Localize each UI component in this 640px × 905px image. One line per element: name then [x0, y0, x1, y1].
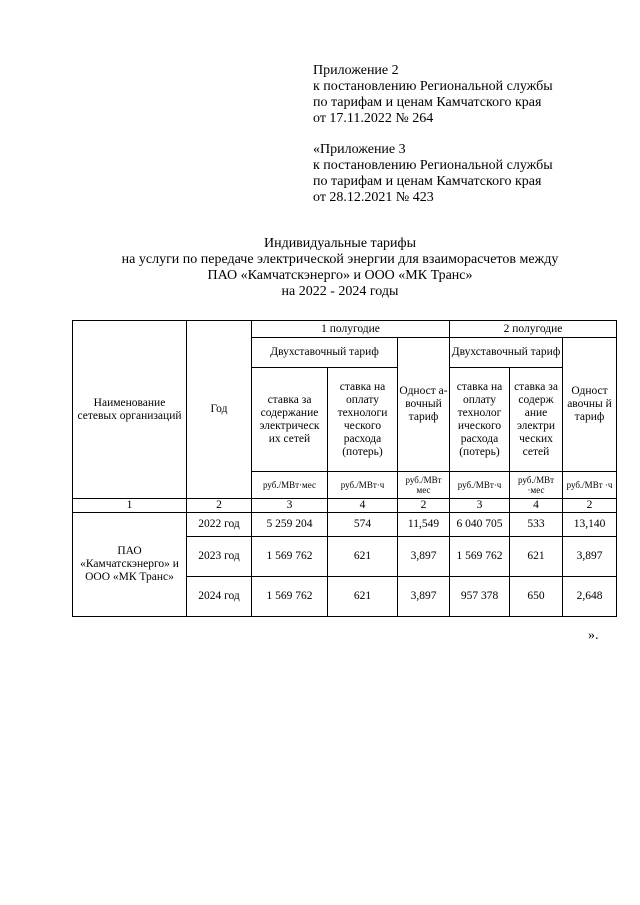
unit-cell: руб./МВт ·ч — [563, 472, 617, 499]
appendix-3-line: «Приложение 3 — [313, 142, 406, 157]
column-number: 2 — [187, 499, 252, 513]
year-cell: 2022 год — [187, 513, 252, 537]
appendix-3-line: от 28.12.2021 № 423 — [313, 190, 434, 205]
header-loss-rate-2: ставка на оплату технолог ического расхода (потерь) — [450, 368, 510, 472]
header-two-rate-1: Двухставочный тариф — [252, 338, 398, 368]
appendix-2-block — [313, 63, 633, 206]
title-line: на услуги по передаче электрической энергии для взаиморасчетов между — [121, 252, 559, 267]
value-cell: 5 259 204 — [252, 513, 328, 537]
column-number: 2 — [398, 499, 450, 513]
column-number: 3 — [450, 499, 510, 513]
appendix-2-line: Приложение 2 — [313, 63, 399, 78]
header-loss-rate-1: ставка на оплату технологи ческого расхода (потерь) — [328, 368, 398, 472]
value-cell: 1 569 762 — [450, 537, 510, 577]
unit-cell: руб./МВт·мес — [252, 472, 328, 499]
column-number: 4 — [328, 499, 398, 513]
column-number: 4 — [510, 499, 563, 513]
appendix-2-line: по тарифам и ценам Камчатского края — [313, 95, 542, 110]
appendix-2-line: от 17.11.2022 № 264 — [313, 111, 434, 126]
year-cell: 2024 год — [187, 577, 252, 617]
value-cell: 533 — [510, 513, 563, 537]
closing-quote: ». — [588, 628, 599, 643]
appendix-2-line: к постановлению Региональной службы — [313, 79, 553, 94]
org-name-cell: ПАО «Камчатскэнерго» и ООО «МК Транс» — [73, 513, 187, 617]
value-cell: 13,140 — [563, 513, 617, 537]
value-cell: 621 — [328, 577, 398, 617]
value-cell: 3,897 — [563, 537, 617, 577]
header-two-rate-2: Двухставочный тариф — [450, 338, 563, 368]
tariff-table — [72, 320, 617, 617]
header-maintenance-rate-1: ставка за содержание электрическ их сетей — [252, 368, 328, 472]
title-line: Индивидуальные тарифы — [263, 236, 417, 251]
title-line: на 2022 - 2024 годы — [281, 284, 399, 299]
year-cell: 2023 год — [187, 537, 252, 577]
title-line: ПАО «Камчатскэнерго» и ООО «МК Транс» — [207, 268, 473, 283]
value-cell: 1 569 762 — [252, 537, 328, 577]
value-cell: 574 — [328, 513, 398, 537]
value-cell: 11,549 — [398, 513, 450, 537]
value-cell: 1 569 762 — [252, 577, 328, 617]
value-cell: 6 040 705 — [450, 513, 510, 537]
header-half-1: 1 полугодие — [252, 321, 450, 338]
document-title — [70, 236, 610, 300]
column-number: 3 — [252, 499, 328, 513]
value-cell: 3,897 — [398, 577, 450, 617]
header-maintenance-rate-2: ставка за содерж ание электри ческих сетей — [510, 368, 563, 472]
header-org-name: Наименование сетевых организаций — [73, 321, 187, 499]
column-number: 2 — [563, 499, 617, 513]
value-cell: 957 378 — [450, 577, 510, 617]
unit-cell: руб./МВт ·мес — [510, 472, 563, 499]
column-number: 1 — [73, 499, 187, 513]
header-half-2: 2 полугодие — [450, 321, 617, 338]
header-one-rate-1: Одност а- вочный тариф — [398, 338, 450, 472]
value-cell: 2,648 — [563, 577, 617, 617]
unit-cell: руб./МВт·ч — [450, 472, 510, 499]
value-cell: 621 — [328, 537, 398, 577]
appendix-3-line: к постановлению Региональной службы — [313, 158, 553, 173]
unit-cell: руб./МВт мес — [398, 472, 450, 499]
value-cell: 650 — [510, 577, 563, 617]
header-one-rate-2: Одност авочны й тариф — [563, 338, 617, 472]
value-cell: 3,897 — [398, 537, 450, 577]
unit-cell: руб./МВт·ч — [328, 472, 398, 499]
table-row — [73, 513, 617, 537]
value-cell: 621 — [510, 537, 563, 577]
header-year: Год — [187, 321, 252, 499]
appendix-3-line: по тарифам и ценам Камчатского края — [313, 174, 542, 189]
